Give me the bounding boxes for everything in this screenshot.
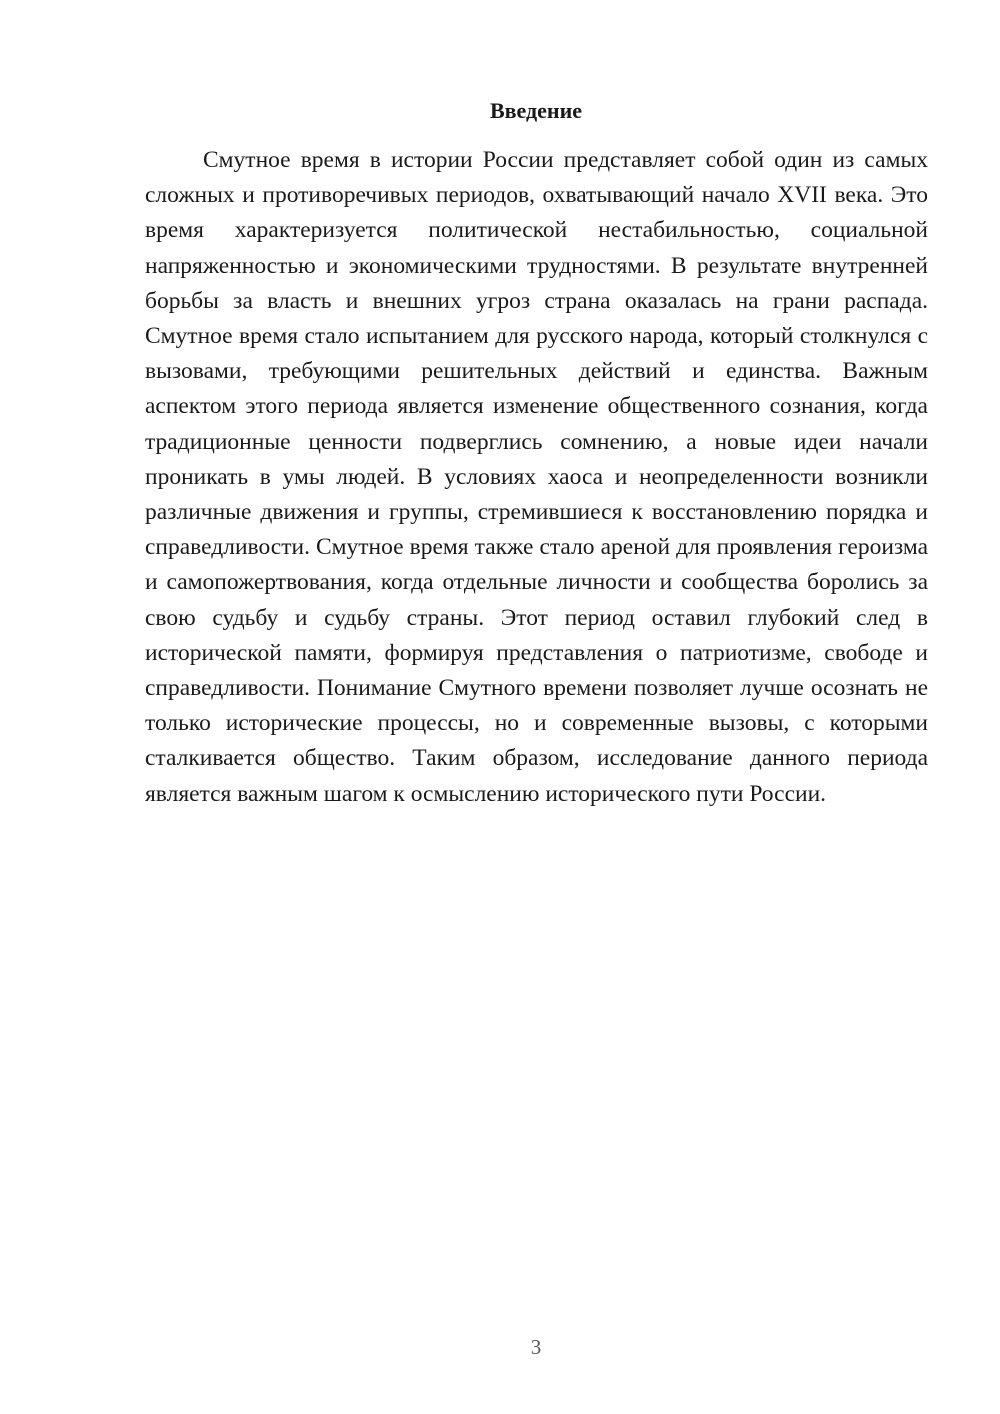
- body-paragraph: Смутное время в истории России представляет собой один из самых сложных и противоречивых периодов, охватывающий начало XVII века. Это время характеризуется политической нестабильностью, социальной напряженностью и экономическими трудностями. В результате внутренней борьбы за власть и внешних угроз страна оказалась на грани распада. Смутное время стало испытанием для русского народа, который столкнулся с вызовами, требующими решительных действий и единства. Важным аспектом этого периода является изменение общественного сознания, когда традиционные ценности подверглись сомнению, а новые идеи начали проникать в умы людей. В условиях хаоса и неопределенности возникли различные движения и группы, стремившиеся к восстановлению порядка и справедливости. Смутное время также стало ареной для проявления героизма и самопожертвования, когда отдельные личности и сообщества боролись за свою судьбу и судьбу страны. Этот период оставил глубокий след в исторической памяти, формируя представления о патриотизме, свободе и справедливости. Понимание Смутного времени позволяет лучше осознать не только исторические процессы, но и современные вызовы, с которыми сталкивается общество. Таким образом, исследование данного периода является важным шагом к осмыслению исторического пути России.: [145, 147, 928, 807]
- section-heading: Введение: [489, 98, 583, 123]
- page-number: 3: [530, 1335, 542, 1359]
